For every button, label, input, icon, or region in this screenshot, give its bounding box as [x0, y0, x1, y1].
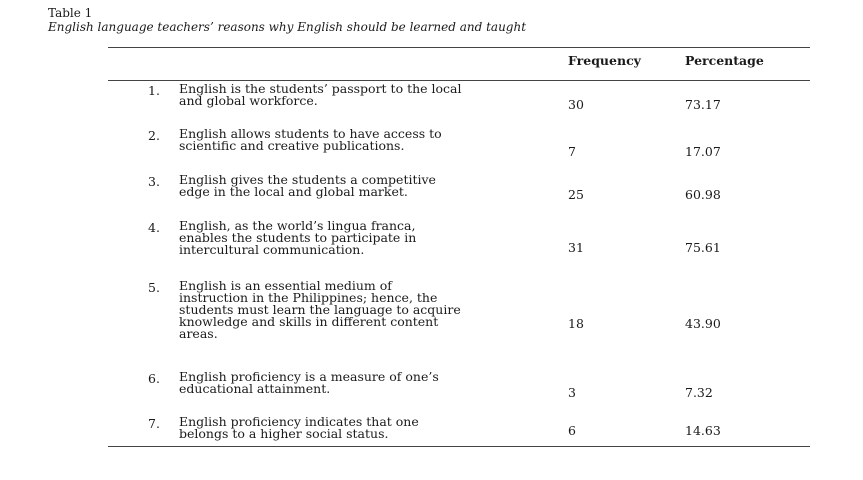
row-reason	[179, 83, 559, 107]
row-percentage: 14.63	[685, 423, 721, 438]
row-number: 6.	[148, 371, 160, 386]
reason-line: English is an essential medium of	[179, 278, 392, 293]
row-percentage: 17.07	[685, 144, 721, 159]
table-title: English language teachers’ reasons why English should be learned and taught	[48, 20, 527, 34]
table-header	[108, 47, 810, 81]
reason-line: educational attainment.	[179, 381, 331, 396]
row-frequency: 31	[568, 240, 584, 255]
row-reason	[179, 416, 559, 440]
reason-line: English gives the students a competitive	[179, 172, 436, 187]
row-frequency: 7	[568, 144, 576, 159]
reason-line: edge in the local and global market.	[179, 184, 408, 199]
reason-line: English proficiency is a measure of one’s	[179, 369, 439, 384]
reason-line: enables the students to participate in	[179, 230, 417, 245]
row-reason	[179, 280, 559, 340]
table-caption	[48, 6, 526, 34]
row-number: 4.	[148, 220, 160, 235]
reason-line: scientific and creative publications.	[179, 138, 405, 153]
reason-line: instruction in the Philippines; hence, the	[179, 290, 438, 305]
reason-line: English is the students’ passport to the local	[179, 81, 462, 96]
reason-line: and global workforce.	[179, 93, 318, 108]
row-number: 7.	[148, 416, 160, 431]
reason-line: English, as the world’s lingua franca,	[179, 218, 416, 233]
reason-line: belongs to a higher social status.	[179, 426, 389, 441]
reasons-table	[108, 47, 810, 441]
row-frequency: 3	[568, 385, 576, 400]
row-number: 5.	[148, 280, 160, 295]
row-frequency: 18	[568, 316, 584, 331]
row-number: 2.	[148, 128, 160, 143]
row-percentage: 75.61	[685, 240, 721, 255]
header-frequency: Frequency	[568, 53, 641, 68]
row-percentage: 60.98	[685, 187, 721, 202]
reason-line: English allows students to have access to	[179, 126, 442, 141]
table-bottom-rule	[108, 446, 810, 447]
header-percentage: Percentage	[685, 53, 764, 68]
row-number: 3.	[148, 174, 160, 189]
reason-line: intercultural communication.	[179, 242, 365, 257]
row-percentage: 73.17	[685, 97, 721, 112]
row-percentage: 43.90	[685, 316, 721, 331]
row-frequency: 6	[568, 423, 576, 438]
row-frequency: 25	[568, 187, 584, 202]
row-frequency: 30	[568, 97, 584, 112]
row-number: 1.	[148, 83, 160, 98]
reason-line: English proficiency indicates that one	[179, 414, 419, 429]
table-label: Table 1	[48, 6, 93, 20]
row-reason	[179, 174, 559, 198]
row-percentage: 7.32	[685, 385, 713, 400]
reason-line: knowledge and skills in different content	[179, 314, 439, 329]
row-reason	[179, 128, 559, 152]
row-reason	[179, 371, 559, 395]
row-reason	[179, 220, 559, 256]
reason-line: areas.	[179, 326, 218, 341]
reason-line: students must learn the language to acquire	[179, 302, 461, 317]
